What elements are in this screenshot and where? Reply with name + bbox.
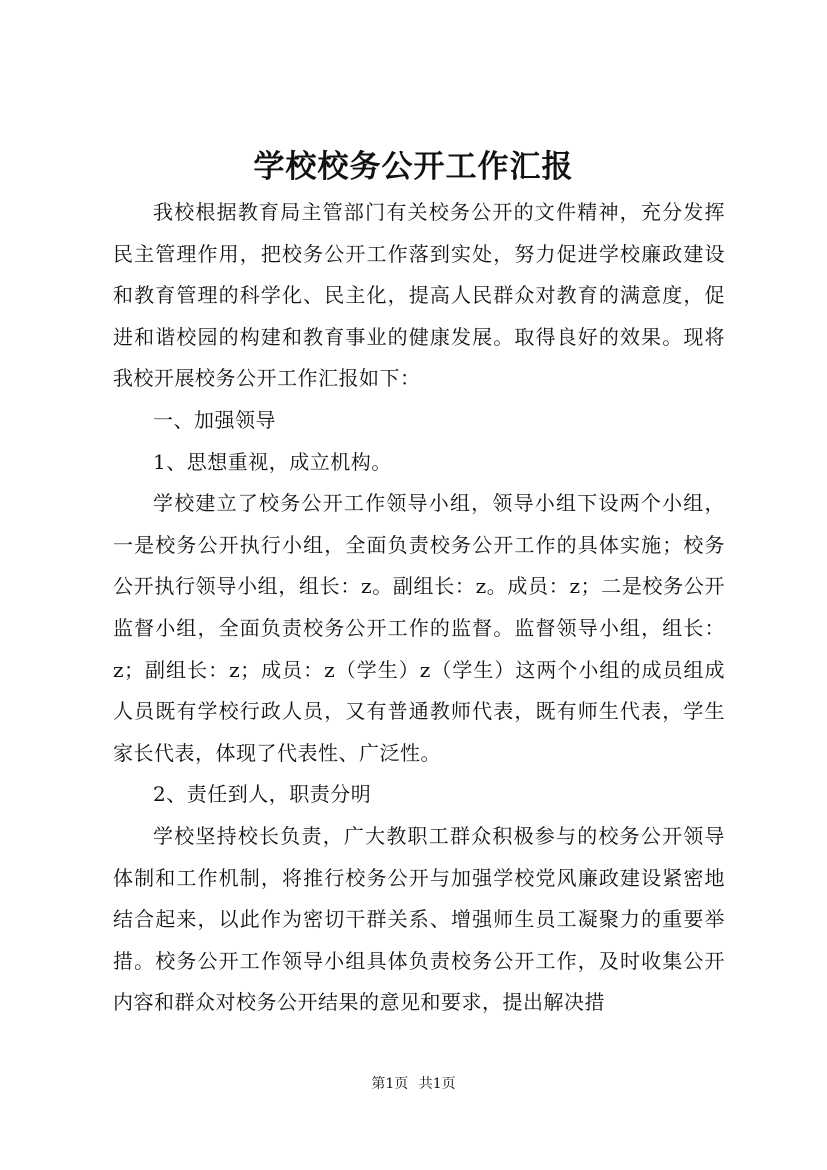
page-footer [0,1074,827,1094]
responsibility-paragraph: 学校坚持校长负责，广大教职工群众积极参与的校务公开领导体制和工作机制，将推行校务公开与加强学校党风廉政建设紧密地结合起来，以此作为密切干群关系、增强师生员工凝聚力的重要举措。校务公开工作领导小组具体负责校务公开工作，及时收集公开内容和群众对校务公开结果的意见和要求，提出解决措 [113,823,725,1015]
organization-paragraph: 学校建立了校务公开工作领导小组，领导小组下设两个小组，一是校务公开执行小组，全面负责校务公开工作的具体实施；校务公开执行领导小组，组长：z。副组长：z。成员：z；二是校务公开监督小组，全面负责校务公开工作的监督。监督领导小组，组长：z；副组长：z；成员：z（学生）z（学生）这两个小组的成员组成人员既有学校行政人员，又有普通教师代表，既有师生代表，学生家长代表，体现了代表性、广泛性。 [113,491,725,765]
section-heading-strengthen-leadership: 一、加强领导 [153,407,276,432]
subsection-heading-responsibility: 2、责任到人，职责分明 [153,782,372,807]
page-number: 第1页 [371,1076,409,1092]
page-total: 共1页 [418,1076,456,1092]
subsection-heading-organization: 1、思想重视，成立机构。 [153,449,392,474]
intro-paragraph: 我校根据教育局主管部门有关校务公开的文件精神，充分发挥民主管理作用，把校务公开工作落到实处，努力促进学校廉政建设和教育管理的科学化、民主化，提高人民群众对教育的满意度，促进和谐校园的构建和教育事业的健康发展。取得良好的效果。现将我校开展校务公开工作汇报如下： [113,200,725,391]
document-title: 学校校务公开工作汇报 [253,149,574,185]
document-body [113,192,725,1024]
